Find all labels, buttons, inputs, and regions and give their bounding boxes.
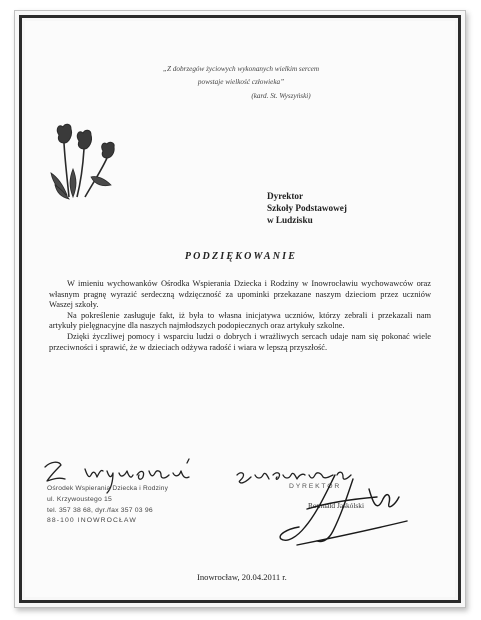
tulips-icon	[45, 121, 127, 205]
signature-image	[257, 469, 427, 549]
stamp-institution-name: Ośrodek Wspierania Dziecka i Rodziny	[47, 485, 169, 492]
letter-body	[49, 279, 431, 353]
stamp-street: ul. Krzywoustego 15	[47, 495, 113, 503]
body-paragraph-1: W imieniu wychowanków Ośrodka Wspierania Dziecka i Rodziny w Inowrocławiu wychowawców oraz własnym pragnę wyrazić serdeczną wdzięczność za upominki przekazane naszym dzieciom przez uczniów Waszej szkoły.	[49, 279, 431, 310]
body-paragraph-3: Dzięki życzliwej pomocy i wsparciu ludzi o dobrych i wrażliwych sercach udaje nam się pokonać wiele przeciwności i sprawić, że w dzieciach odżywa radość i wiara w lepszą przyszłość.	[49, 331, 431, 352]
director-stamp-title: DYREKTOR	[289, 483, 342, 490]
body-paragraph-2: Na pokreślenie zasługuje fakt, iż była to własna inicjatywa uczniów, którzy zebrali i przekazali nam artykuły pielęgnacyjne dla naszych najmłodszych podopiecznych oraz artykuły szkolne.	[49, 310, 431, 331]
addressee-line-2: Szkoły Podstawowej	[267, 203, 347, 213]
addressee-line-3: w Ludzisku	[267, 215, 313, 225]
stamp-city: 88-100 INOWROCŁAW	[47, 517, 137, 525]
institution-stamp	[47, 484, 168, 527]
addressee-line-1: Dyrektor	[267, 191, 304, 201]
place-and-date: Inowrocław, 20.04.2011 r.	[197, 572, 287, 582]
stamp-phone: tel. 357 38 68, dyr./fax 357 03 96	[47, 506, 153, 514]
document-frame	[14, 10, 466, 608]
letter-title: PODZIĘKOWANIE	[184, 251, 298, 262]
director-name: Romuald Jaskólski	[308, 501, 365, 510]
motto-author: (kard. St. Wyszyński)	[251, 92, 311, 100]
motto-line-2: powstaje wielkość człowieka”	[197, 78, 285, 86]
letter-page	[25, 21, 455, 597]
motto-line-1: „Z dobrzegów życiowych wykonanych wielkim sercem	[162, 65, 320, 73]
